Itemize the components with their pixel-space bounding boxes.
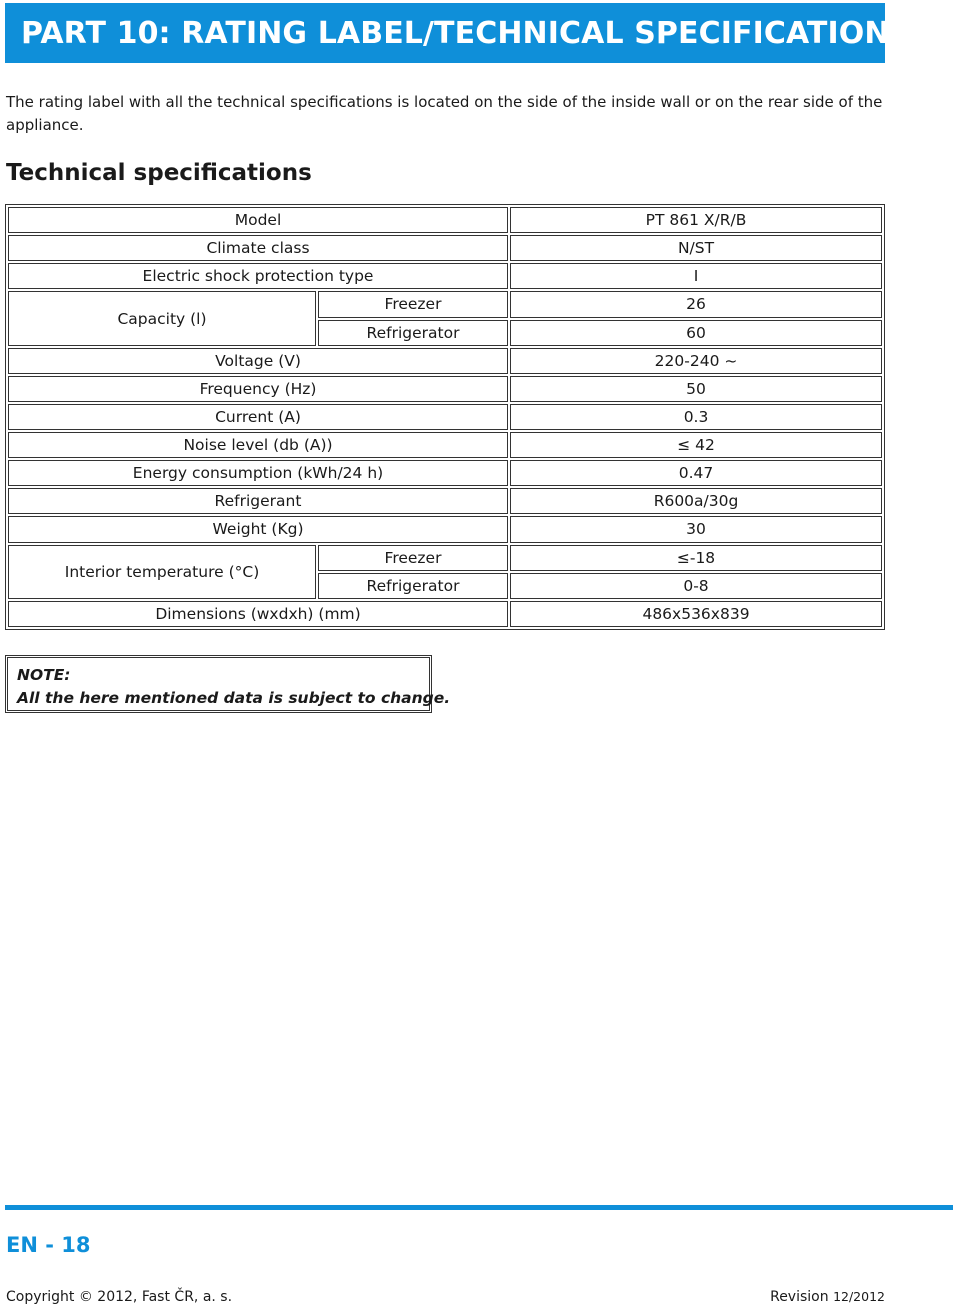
spec-value-interior-freezer: ≤-18 bbox=[510, 545, 882, 571]
spec-value-noise: ≤ 42 bbox=[510, 432, 882, 458]
revision-info bbox=[770, 1289, 885, 1305]
revision-label: Revision bbox=[770, 1289, 829, 1305]
footer-divider bbox=[5, 1205, 953, 1210]
table-row bbox=[8, 432, 882, 458]
page-title: PART 10: RATING LABEL/TECHNICAL SPECIFICATIONS bbox=[21, 15, 912, 51]
table-row bbox=[8, 207, 882, 233]
spec-value-interior-refrigerator: 0-8 bbox=[510, 573, 882, 599]
spec-sublabel-capacity-refrigerator: Refrigerator bbox=[318, 320, 508, 346]
spec-label-interior-temperature: Interior temperature (°C) bbox=[8, 545, 316, 599]
spec-value-model: PT 861 X/R/B bbox=[510, 207, 882, 233]
spec-label-energy: Energy consumption (kWh/24 h) bbox=[8, 460, 508, 486]
copyright-text: Copyright © 2012, Fast ČR, a. s. bbox=[6, 1289, 233, 1305]
spec-value-capacity-freezer: 26 bbox=[510, 291, 882, 317]
spec-label-voltage: Voltage (V) bbox=[8, 348, 508, 374]
spec-label-capacity: Capacity (l) bbox=[8, 291, 316, 345]
spec-value-capacity-refrigerator: 60 bbox=[510, 320, 882, 346]
spec-value-shock: I bbox=[510, 263, 882, 289]
spec-sublabel-capacity-freezer: Freezer bbox=[318, 291, 508, 317]
spec-sublabel-interior-refrigerator: Refrigerator bbox=[318, 573, 508, 599]
spec-label-refrigerant: Refrigerant bbox=[8, 488, 508, 514]
spec-table bbox=[5, 204, 885, 630]
revision-date: 12/2012 bbox=[833, 1289, 885, 1304]
table-row bbox=[8, 488, 882, 514]
page-number: EN - 18 bbox=[6, 1233, 91, 1257]
note-heading: NOTE: bbox=[17, 666, 71, 684]
table-row bbox=[8, 263, 882, 289]
table-row bbox=[8, 545, 882, 571]
spec-label-weight: Weight (Kg) bbox=[8, 516, 508, 542]
header-bar bbox=[5, 3, 912, 63]
note-box bbox=[5, 655, 451, 713]
spec-sublabel-interior-freezer: Freezer bbox=[318, 545, 508, 571]
table-row bbox=[8, 348, 882, 374]
spec-label-noise: Noise level (db (A)) bbox=[8, 432, 508, 458]
spec-value-refrigerant: R600a/30g bbox=[510, 488, 882, 514]
spec-label-model: Model bbox=[8, 207, 508, 233]
spec-value-dimensions: 486x536x839 bbox=[510, 601, 882, 627]
intro-text: The rating label with all the technical specifications is located on the side of the inside wall or on the rear side of the appliance. bbox=[6, 93, 883, 134]
spec-label-current: Current (A) bbox=[8, 404, 508, 430]
spec-value-energy: 0.47 bbox=[510, 460, 882, 486]
spec-label-frequency: Frequency (Hz) bbox=[8, 376, 508, 402]
spec-value-current: 0.3 bbox=[510, 404, 882, 430]
spec-value-voltage: 220-240 ~ bbox=[510, 348, 882, 374]
spec-label-shock: Electric shock protection type bbox=[8, 263, 508, 289]
spec-label-dimensions: Dimensions (wxdxh) (mm) bbox=[8, 601, 508, 627]
table-row bbox=[8, 601, 882, 627]
spec-value-frequency: 50 bbox=[510, 376, 882, 402]
table-row bbox=[8, 376, 882, 402]
table-row bbox=[8, 291, 882, 317]
table-row bbox=[8, 404, 882, 430]
table-row bbox=[8, 460, 882, 486]
note-text: All the here mentioned data is subject to change. bbox=[17, 689, 451, 707]
spec-label-climate: Climate class bbox=[8, 235, 508, 261]
spec-value-weight: 30 bbox=[510, 516, 882, 542]
table-row bbox=[8, 235, 882, 261]
spec-value-climate: N/ST bbox=[510, 235, 882, 261]
section-title: Technical specifications bbox=[6, 160, 312, 186]
table-row bbox=[8, 516, 882, 542]
